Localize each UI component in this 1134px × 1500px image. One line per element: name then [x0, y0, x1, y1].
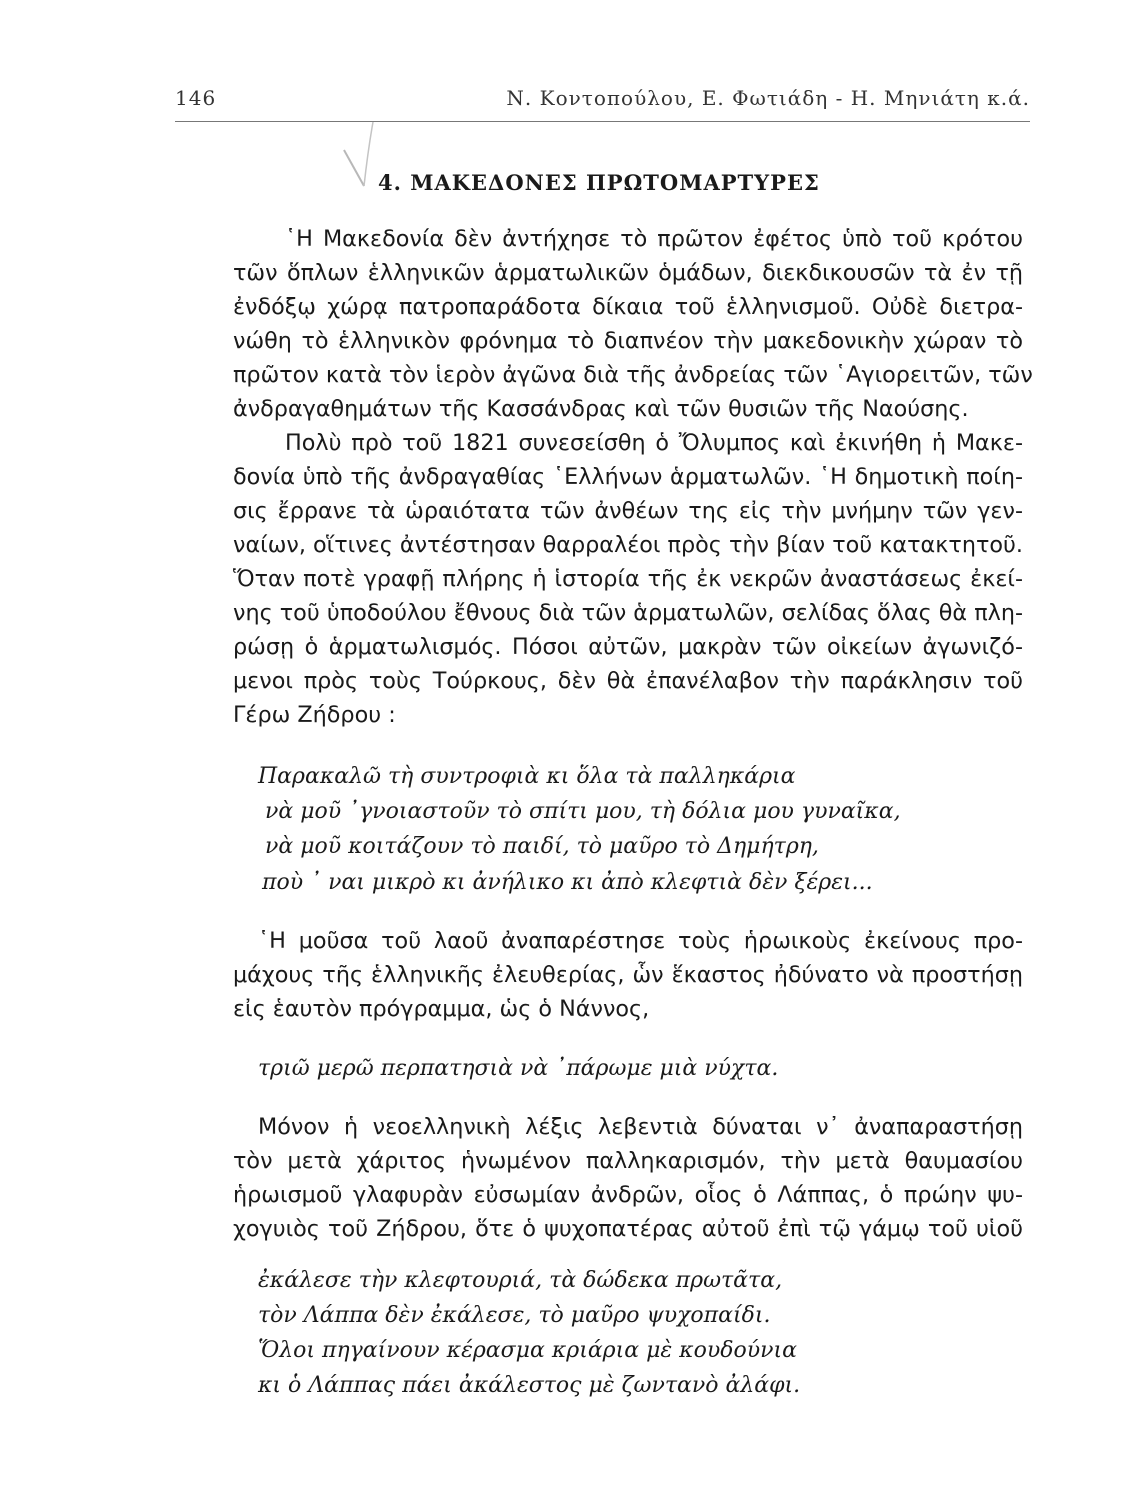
verse3-line: τὸν Λάππα δὲν ἐκάλεσε, τὸ μαῦρο ψυχοπαίδι.: [258, 1303, 771, 1328]
verse1-line: νὰ μοῦ κοιτάζουν τὸ παιδί, τὸ μαῦρο τὸ Δημήτρη,: [265, 834, 819, 859]
verse1-line: Παρακαλῶ τὴ συντροφιὰ κι ὅλα τὰ παλληκάρια: [258, 764, 796, 789]
paragraph3-line: ῾Η μοῦσα τοῦ λαοῦ ἀναπαρέστησε τοὺς ἡρωικοὺς ἐκείνους προ-: [258, 928, 1023, 954]
paragraph3-line: εἰς ἑαυτὸν πρόγραμμα, ὡς ὁ Νάννος,: [233, 996, 650, 1022]
paragraph1-line: πρῶτον κατὰ τὸν ἱερὸν ἀγῶνα διὰ τῆς ἀνδρείας τῶν ῾Αγιορειτῶν, τῶν: [233, 362, 1033, 388]
verse1-line: νὰ μοῦ ᾽γνοιαστοῦν τὸ σπίτι μου, τὴ δόλια μου γυναῖκα,: [265, 799, 901, 824]
verse3-line: κι ὁ Λάππας πάει ἀκάλεστος μὲ ζωντανὸ ἀλάφι.: [258, 1373, 801, 1398]
paragraph3-line: μάχους τῆς ἑλληνικῆς ἐλευθερίας, ὧν ἕκαστος ἠδύνατο νὰ προστήσῃ: [233, 962, 1023, 988]
paragraph2-line: σις ἔρρανε τὰ ὡραιότατα τῶν ἀνθέων της εἰς τὴν μνήμην τῶν γεν-: [233, 498, 1023, 524]
paragraph2-line: νης τοῦ ὑποδούλου ἔθνους διὰ τῶν ἁρματωλῶν, σελίδας ὅλας θὰ πλη-: [233, 600, 1023, 626]
verse3-line: ἐκάλεσε τὴν κλεφτουριά, τὰ δώδεκα πρωτᾶτα,: [258, 1268, 783, 1293]
paragraph1-line: ῾Η Μακεδονία δὲν ἀντήχησε τὸ πρῶτον ἐφέτος ὑπὸ τοῦ κρότου: [285, 226, 1023, 252]
paragraph4-line: ἡρωισμοῦ γλαφυρὰν εὐσωμίαν ἀνδρῶν, οἷος ὁ Λάππας, ὁ πρώην ψυ-: [233, 1182, 1023, 1208]
header-rule: [175, 121, 1030, 122]
paragraph2-line: Ὅταν ποτὲ γραφῇ πλήρης ἡ ἱστορία τῆς ἐκ νεκρῶν ἀναστάσεως ἐκεί-: [233, 566, 1023, 592]
paragraph1-line: ἐνδόξῳ χώρᾳ πατροπαράδοτα δίκαια τοῦ ἑλληνισμοῦ. Οὐδὲ διετρα-: [233, 294, 1023, 320]
verse2-line: τριῶ μερῶ περπατησιὰ νὰ ᾽πάρωμε μιὰ νύχτα.: [258, 1056, 779, 1081]
paragraph4-line: χογυιὸς τοῦ Ζήδρου, ὅτε ὁ ψυχοπατέρας αὐτοῦ ἐπὶ τῷ γάμῳ τοῦ υἱοῦ: [233, 1216, 1023, 1242]
paragraph1-line: τῶν ὅπλων ἑλληνικῶν ἁρματωλικῶν ὁμάδων, διεκδικουσῶν τὰ ἐν τῇ: [233, 260, 1023, 286]
section-title: 4. ΜΑΚΕΔΟΝΕΣ ΠΡΩΤΟΜΑΡΤΥΡΕΣ: [378, 170, 820, 195]
paragraph4-line: τὸν μετὰ χάριτος ἡνωμένον παλληκαρισμόν, τὴν μετὰ θαυμασίου: [233, 1148, 1023, 1174]
running-head: Ν. Κοντοπούλου, Ε. Φωτιάδη - Η. Μηνιάτη κ.ά.: [506, 86, 1030, 110]
paragraph2-line: Πολὺ πρὸ τοῦ 1821 συνεσείσθη ὁ Ὄλυμπος καὶ ἐκινήθη ἡ Μακε-: [285, 430, 1023, 456]
paragraph2-line: ναίων, οἵτινες ἀντέστησαν θαρραλέοι πρὸς τὴν βίαν τοῦ κατακτητοῦ.: [233, 532, 1023, 558]
paragraph4-line: Μόνον ἡ νεοελληνικὴ λέξις λεβεντιὰ δύναται ν᾽ ἀναπαραστήσῃ: [258, 1114, 1023, 1140]
page-number: 146: [175, 86, 217, 110]
checkmark-icon: [340, 120, 380, 195]
paragraph2-line: ρώσῃ ὁ ἁρματωλισμός. Πόσοι αὐτῶν, μακρὰν τῶν οἰκείων ἀγωνιζό-: [233, 634, 1023, 660]
paragraph1-line: νώθη τὸ ἑλληνικὸν φρόνημα τὸ διαπνέον τὴν μακεδονικὴν χώραν τὸ: [233, 328, 1023, 354]
paragraph2-line: Γέρω Ζήδρου :: [233, 702, 396, 728]
paragraph2-line: δονία ὑπὸ τῆς ἀνδραγαθίας ῾Ελλήνων ἁρματωλῶν. ῾Η δημοτικὴ ποίη-: [233, 464, 1023, 490]
verse1-line: ποὺ ᾽ ναι μικρὸ κι ἀνήλικο κι ἀπὸ κλεφτιὰ δὲν ξέρει...: [262, 870, 873, 895]
verse3-line: Ὅλοι πηγαίνουν κέρασμα κριάρια μὲ κουδούνια: [258, 1338, 797, 1363]
paragraph1-line: ἀνδραγαθημάτων τῆς Κασσάνδρας καὶ τῶν θυσιῶν τῆς Ναούσης.: [233, 396, 969, 422]
page-header: [175, 86, 1030, 122]
paragraph2-line: μενοι πρὸς τοὺς Τούρκους, δὲν θὰ ἐπανέλαβον τὴν παράκλησιν τοῦ: [233, 668, 1023, 694]
